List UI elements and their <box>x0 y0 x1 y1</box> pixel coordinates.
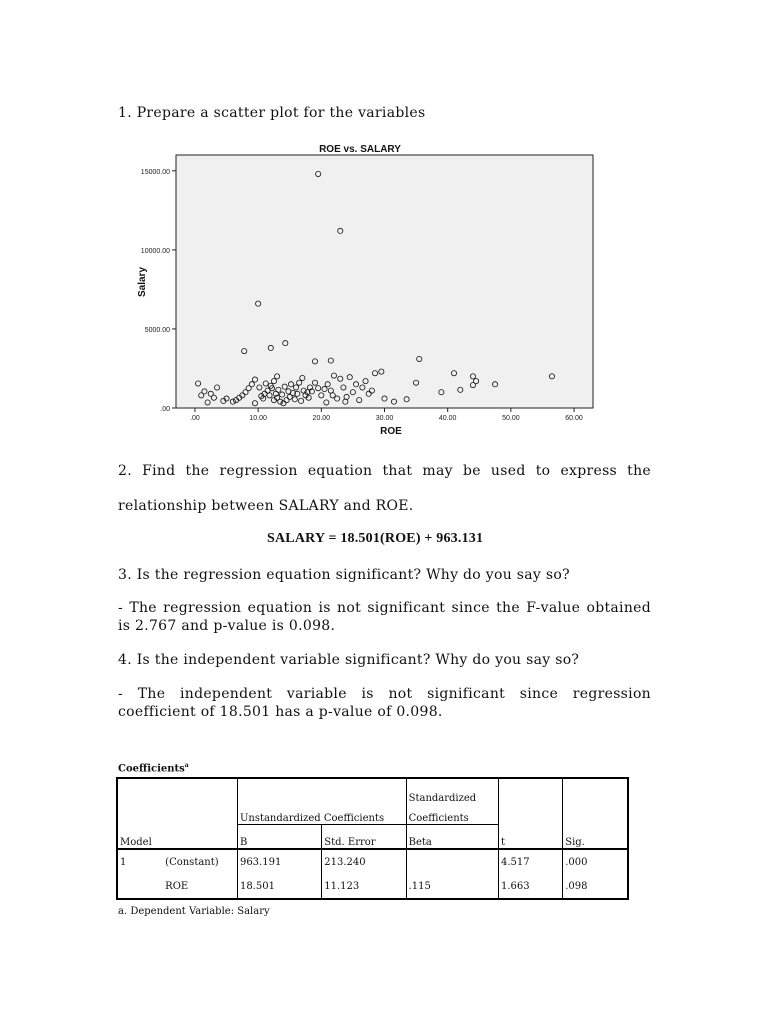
header-t: t <box>498 824 562 849</box>
x-tick-label: 30.00 <box>375 415 394 422</box>
table-row <box>117 849 628 875</box>
x-tick-label: 50.00 <box>502 415 520 422</box>
header-unstandardized: Unstandardized Coefficients <box>237 804 406 824</box>
y-tick-label: .00 <box>160 406 170 413</box>
scatter-plot <box>118 138 618 438</box>
row-b: 18.501 <box>237 875 321 899</box>
table-footnote: a. Dependent Variable: Salary <box>118 906 270 917</box>
x-tick-label: 60.00 <box>565 415 583 422</box>
header-std-error: Std. Error <box>322 824 406 849</box>
header-b: B <box>237 824 321 849</box>
y-tick-label: 5000.00 <box>144 326 170 334</box>
row-model-number <box>117 875 163 899</box>
row-model-number: 1 <box>117 849 163 875</box>
row-beta <box>406 849 498 875</box>
x-axis-label: ROE <box>380 426 402 437</box>
coefficients-table <box>116 777 629 900</box>
question-2-line-1: 2. Find the regression equation that may be used to express the <box>118 463 651 479</box>
header-model: Model <box>117 824 237 849</box>
answer-4: - The independent variable is not significant since regression coefficient of 18.501 has a p-value of 0.098. <box>118 686 651 720</box>
plot-area <box>176 155 593 408</box>
table-title <box>118 762 189 774</box>
y-tick-label: 15000.00 <box>140 168 170 176</box>
x-tick-label: 10.00 <box>249 415 267 422</box>
row-t: 1.663 <box>498 875 562 899</box>
table-title-footnote-mark: a <box>184 762 189 769</box>
row-b: 963.191 <box>237 849 321 875</box>
x-tick-label: 40.00 <box>438 415 457 422</box>
x-tick-label: 20.00 <box>312 415 331 422</box>
question-3: 3. Is the regression equation significant? Why do you say so? <box>118 567 570 583</box>
answer-3: - The regression equation is not significant since the F-value obtained is 2.767 and p-value is 0.098. <box>118 600 651 634</box>
header-standardized-2: Coefficients <box>406 804 498 824</box>
row-t: 4.517 <box>498 849 562 875</box>
chart-title: ROE vs. SALARY <box>319 144 401 155</box>
y-tick-label: 10000.00 <box>140 247 170 255</box>
question-4: 4. Is the independent variable significant? Why do you say so? <box>118 652 580 668</box>
x-axis-ticks <box>190 408 583 422</box>
row-std-error: 11.123 <box>322 875 406 899</box>
question-2-line-2: relationship between SALARY and ROE. <box>118 498 414 514</box>
row-sig: .000 <box>563 849 628 875</box>
header-standardized-1: Standardized <box>406 778 498 804</box>
x-tick-label: .00 <box>190 415 200 422</box>
table-row <box>117 875 628 899</box>
table-title-text: Coefficients <box>118 763 185 775</box>
header-beta: Beta <box>406 824 498 849</box>
regression-equation: SALARY = 18.501(ROE) + 963.131 <box>267 531 484 546</box>
header-sig: Sig. <box>563 824 628 849</box>
row-sig: .098 <box>563 875 628 899</box>
y-axis-label: Salary <box>137 266 148 298</box>
row-variable-name: (Constant) <box>163 849 237 875</box>
row-variable-name: ROE <box>163 875 237 899</box>
row-beta: .115 <box>406 875 498 899</box>
row-std-error: 213.240 <box>322 849 406 875</box>
question-1: 1. Prepare a scatter plot for the variables <box>118 105 426 121</box>
